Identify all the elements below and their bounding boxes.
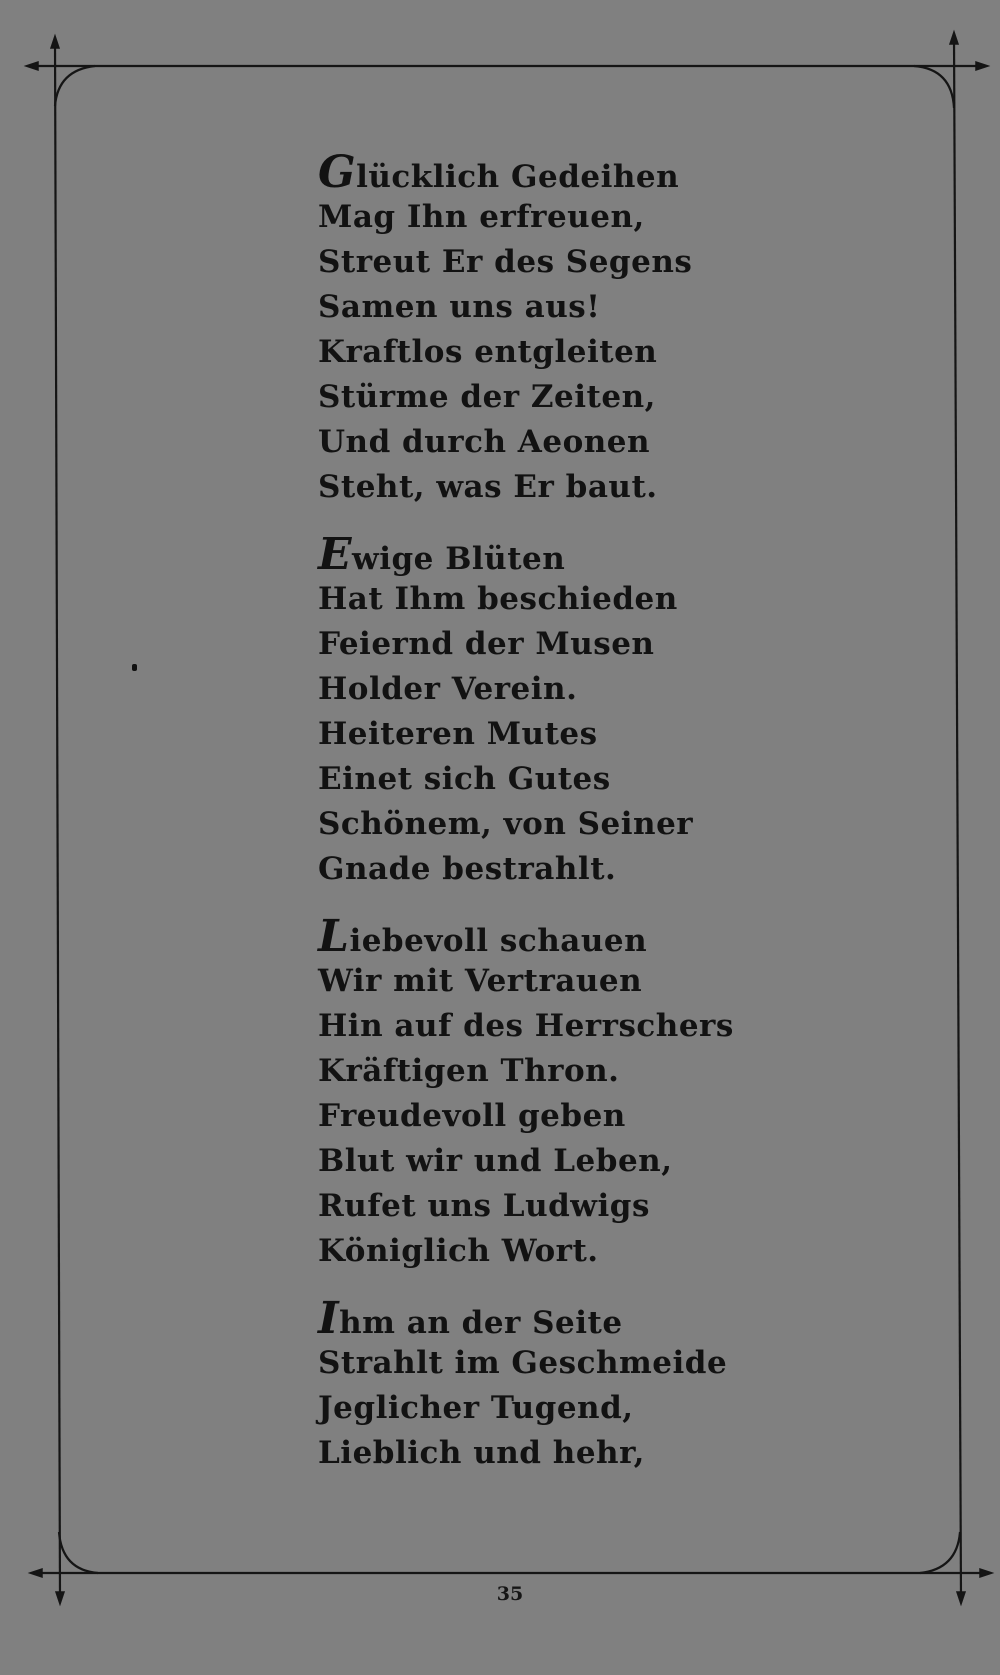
poem-line: Liebevoll schauen xyxy=(318,911,648,962)
poem-line: Einet sich Gutes xyxy=(318,761,611,797)
arrow-top-right-right xyxy=(976,62,988,70)
poem-line: Ewige Blüten xyxy=(318,529,566,580)
poem-line: Rufet uns Ludwigs xyxy=(318,1188,650,1224)
poem-line: Heiteren Mutes xyxy=(318,716,598,752)
poem-line: Freudevoll geben xyxy=(318,1098,626,1134)
frame-corner-top-left xyxy=(55,66,95,106)
poem-line: Kräftigen Thron. xyxy=(318,1053,620,1089)
arrow-bottom-right-right xyxy=(980,1569,992,1577)
arrow-top-right-up xyxy=(950,32,958,44)
frame-right-line xyxy=(954,36,961,1600)
poem-line: Gnade bestrahlt. xyxy=(318,851,617,887)
poem-line: Lieblich und hehr, xyxy=(318,1435,645,1471)
stanza-3 xyxy=(318,911,878,1274)
poem-line: Hin auf des Herrschers xyxy=(318,1008,734,1044)
arrow-bottom-left-left xyxy=(30,1569,42,1577)
poem-line: Feiernd der Musen xyxy=(318,626,655,662)
ink-speck xyxy=(132,664,137,671)
poem-line: Wir mit Vertrauen xyxy=(318,963,643,999)
arrow-top-left-up xyxy=(51,36,59,48)
poem-line: Mag Ihn erfreuen, xyxy=(318,199,645,235)
poem-line: Ihm an der Seite xyxy=(318,1293,623,1344)
decorated-initial: I xyxy=(318,1293,340,1344)
stanza-4 xyxy=(318,1293,878,1476)
poem-line: Stürme der Zeiten, xyxy=(318,379,656,415)
poem-line: Königlich Wort. xyxy=(318,1233,599,1269)
poem xyxy=(318,147,878,1498)
arrow-top-left-left xyxy=(26,62,38,70)
stanza-2 xyxy=(318,529,878,892)
poem-line: Streut Er des Segens xyxy=(318,244,693,280)
stanza-1 xyxy=(318,147,878,510)
poem-line: Und durch Aeonen xyxy=(318,424,651,460)
decorated-initial: E xyxy=(318,529,353,580)
poem-line: Holder Verein. xyxy=(318,671,578,707)
poem-line: Hat Ihm beschieden xyxy=(318,581,678,617)
poem-line: Glücklich Gedeihen xyxy=(318,147,680,198)
frame-left-line xyxy=(55,40,60,1600)
poem-line: Jeglicher Tugend, xyxy=(318,1390,634,1426)
decorated-initial: L xyxy=(318,911,350,962)
poem-line: Strahlt im Geschmeide xyxy=(318,1345,728,1381)
page-number: 35 xyxy=(496,1583,524,1605)
poem-line: Schönem, von Seiner xyxy=(318,806,694,842)
poem-line: Samen uns aus! xyxy=(318,289,601,325)
decorated-initial: G xyxy=(318,147,357,198)
frame-corner-bottom-right xyxy=(920,1532,960,1573)
poem-line: Steht, was Er baut. xyxy=(318,469,658,505)
poem-line: Blut wir und Leben, xyxy=(318,1143,673,1179)
frame-corner-top-right xyxy=(914,66,954,108)
poem-line: Kraftlos entgleiten xyxy=(318,334,658,370)
frame-corner-bottom-left xyxy=(59,1532,98,1573)
